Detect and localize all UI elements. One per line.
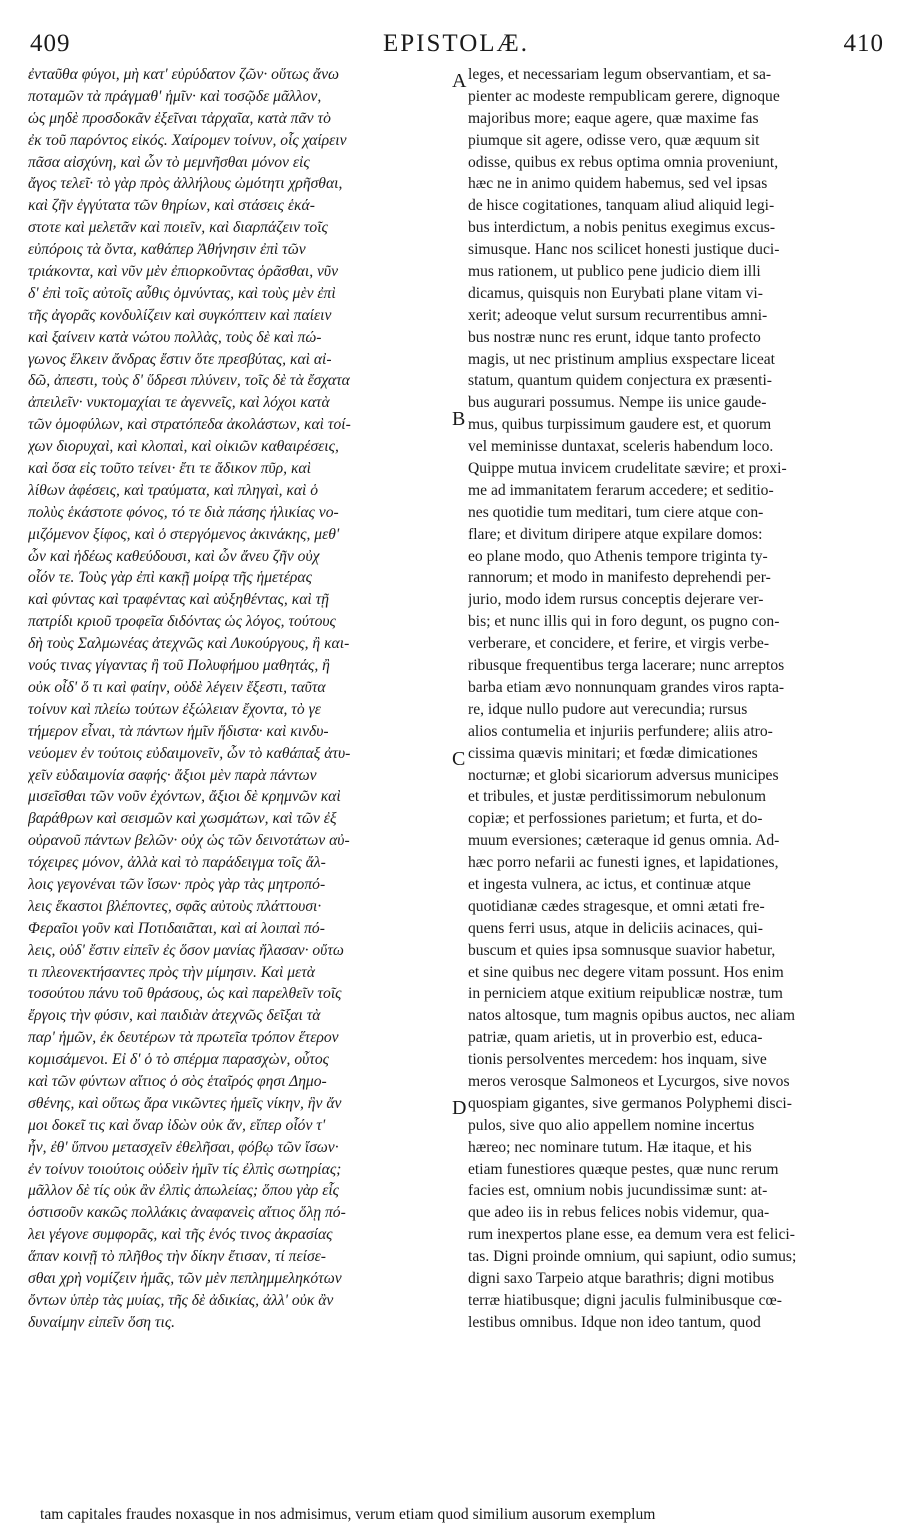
text-line: lestibus omnibus. Idque non ideo tantum, quod xyxy=(468,1313,761,1331)
text-line: de hisce cogitationes, tanquam aliud aliquid legi- xyxy=(468,197,775,215)
text-line: καὶ ὅσα εἰς τοῦτο τείνει· ἔτι τε ἄδικον πῦρ, καὶ xyxy=(28,460,311,478)
text-line: que adeo iis in rebus felices nobis videmur, qua- xyxy=(468,1204,770,1222)
text-line: in perniciem atque exitium reipublicæ nostræ, tum xyxy=(468,985,783,1003)
text-line: οὐρανοῦ πάντων βελῶν· οὐχ ὡς τῶν δεινοτάτων αὐ- xyxy=(28,832,350,850)
text-line: δ' ἐπὶ τοῖς αὐτοῖς αὖθις ὀμνύντας, καὶ τοὺς μὲν ἐπὶ xyxy=(28,284,336,302)
text-line: re, idque nullo pudore aut verecundia; rursus xyxy=(468,700,748,718)
text-line: quospiam gigantes, sive germanos Polyphemi disci- xyxy=(468,1094,792,1112)
text-line: δὴ τοὺς Σαλμωνέας ἀτεχνῶς καὶ Λυκούργους, ἢ και- xyxy=(28,635,350,653)
text-line: μιζόμενον ξίφος, καὶ ὁ στεργόμενος ἀκινάκης, μεθ' xyxy=(28,525,340,543)
text-line: leges, et necessariam legum observantiam, et sa- xyxy=(468,66,772,83)
text-line: πατρίδι κριοῦ τροφεῖα διδόντας ὡς λόγος, τούτους xyxy=(28,613,336,631)
text-line: nes quotidie tum meditari, tum ciere atque con- xyxy=(468,503,764,521)
text-line: majoribus more; eaque agere, quæ maxime fas xyxy=(468,109,759,127)
footer-continuation-line: tam capitales fraudes noxasque in nos admisimus, verum etiam quod similium ausorum exemplum xyxy=(40,1506,656,1523)
section-marker-d: D xyxy=(452,1097,467,1119)
text-line: patriæ, quam arietis, ut in proverbio est, educa- xyxy=(468,1029,763,1047)
text-line: τριάκοντα, καὶ νῦν μὲν ἐπιορκοῦντας ὁρᾶσθαι, νῦν xyxy=(28,263,338,281)
text-line: jurio, modo idem rursus conceptis dejerare ver- xyxy=(468,591,764,609)
text-line: ἀπειλεῖν· νυκτομαχίαι τε ἀγεννεῖς, καὶ λόχοι κατὰ xyxy=(28,394,330,412)
text-line: copiæ; et perfossiones parietum; et furta, et do- xyxy=(468,810,763,828)
text-line: Φεραῖοι γοῦν καὶ Ποτιδαιᾶται, καὶ αἱ λοιπαὶ πό- xyxy=(28,919,325,937)
text-line: xerit; adeoque velut sursum recurrentibus amni- xyxy=(468,306,768,324)
text-line: νούς τινας γίγαντας ἢ τοῦ Πολυφήμου μαθητάς, ἢ xyxy=(28,657,330,675)
text-line: natos altosque, tum magnis opibus auctos, nec aliam xyxy=(468,1007,795,1025)
text-line: πολὺς ἑκάστοτε φόνος, τό τε διὰ πάσης ἡλικίας νο- xyxy=(28,503,339,521)
text-line: ἦν, ἐθ' ὕπνου μετασχεῖν ἐθελῆσαι, φόβῳ τῶν ἴσων· xyxy=(28,1138,339,1156)
text-line: statum, quantum quidem conjectura ex præsenti- xyxy=(468,372,773,390)
text-line: buscum et quies ipsa somnusque suavior habetur, xyxy=(468,941,776,959)
text-line: piumque sit agere, odisse vero, quæ æquum sit xyxy=(468,131,760,149)
text-line: μοι δοκεῖ τις καὶ ὄναρ ἰδὼν οὐκ ἄν, εἴπερ οἷόν τ' xyxy=(28,1116,326,1134)
text-line: verberare, et concidere, et ferire, et virgis verbe- xyxy=(468,635,770,653)
text-line: λίθων ἀφέσεις, καὶ τραύματα, καὶ πληγαὶ, καὶ ὁ xyxy=(28,481,319,499)
text-line: σθαι χρὴ νομίζειν ἡμᾶς, τῶν μὲν πεπλημμεληκότων xyxy=(28,1269,342,1287)
text-line: hæc ne in animo quidem habemus, sed vel ipsas xyxy=(468,175,768,193)
text-line: καὶ ζῆν ἐγγύτατα τῶν θηρίων, καὶ στάσεις ἑκά- xyxy=(28,197,315,215)
text-line: δῶ, ἀπεστι, τοὺς δ' ὕδρεσι πλύνειν, τοῖς δὲ τὰ ἔσχατα xyxy=(28,372,350,390)
text-line: βαράθρων καὶ σεισμῶν καὶ χωσμάτων, καὶ τῶν ἐξ xyxy=(28,810,337,828)
text-line: Quippe mutua invicem crudelitate sævire; et proxi- xyxy=(468,460,787,478)
text-line: ἐν τοίνυν τοιούτοις οὐδεὶν ἡμῖν τίς ἐλπὶς σωτηρίας; xyxy=(28,1160,342,1178)
text-line: quens ferri usus, atque in deliciis acinaces, qui- xyxy=(468,919,763,937)
page-header xyxy=(26,30,886,64)
text-line: γωνος ἕλκειν ἄνδρας ἔστιν ὅτε πρεσβύτας, καὶ αἰ- xyxy=(28,350,332,368)
text-line: ὡς μηδὲ προσδοκᾶν ἐξεῖναι τἀρχαῖα, κατὰ πᾶν τὸ xyxy=(28,109,331,127)
section-marker-b: B xyxy=(452,408,466,430)
text-line: τῶν ὁμοφύλων, καὶ στρατόπεδα ἀκολάστων, καὶ τοί- xyxy=(28,416,351,434)
text-line: et sine quibus nec degere vitam possunt. Hos enim xyxy=(468,963,784,981)
text-line: καὶ τῶν φύντων αἴτιος ὁ σὸς ἑταῖρός φησι Δημο- xyxy=(28,1072,327,1090)
text-line: et tribules, et justæ perditissimorum nebulonum xyxy=(468,788,766,806)
text-line: etiam funestiores quæque pestes, quæ nunc rerum xyxy=(468,1160,779,1178)
text-line: ἐκ τοῦ παρόντος εἰκός. Χαίρομεν τοίνυν, οἷς χαίρειν xyxy=(28,131,347,149)
text-line: λει γέγονε συμφορᾶς, καὶ τῆς ἑνός τινος ἀκρασίας xyxy=(28,1226,333,1244)
text-line: rannorum; et modo in manifesto deprehendi per- xyxy=(468,569,771,587)
text-line: dicamus, quisquis non Eurybati plane vitam vi- xyxy=(468,284,763,302)
running-title: EPISTOLÆ. xyxy=(382,30,530,57)
text-line: terræ hiatibusque; digni jaculis fulminibusque cœ- xyxy=(468,1291,782,1309)
text-line: μᾶλλον δὲ τίς οὐκ ἂν ἐλπὶς ἀπωλείας; ὅπου γὰρ εἷς xyxy=(28,1182,339,1200)
text-line: bis; et nunc illis qui in foro degunt, os pugno con- xyxy=(468,613,780,631)
text-line: σθένης, καὶ οὕτως ἄρα νικῶντες ἡμεῖς νίκην, ἣν ἄν xyxy=(28,1094,342,1112)
text-line: hæc porro nefarii ac funesti ignes, et lapidationes, xyxy=(468,854,779,872)
text-line: ὄντων ὑπὲρ τὰς μυίας, τῆς δὲ ἀδικίας, ἀλλ' οὐκ ἂν xyxy=(28,1291,334,1309)
text-line: χεῖν εὐδαιμονία σαφής· ἄξιοι μὲν παρὰ πάντων xyxy=(28,766,317,784)
left-page-number: 409 xyxy=(30,30,71,57)
text-line: flare; et divitum diripere atque expilare domos: xyxy=(468,525,763,543)
text-line: ὧν καὶ ἡδέως καθεύδουσι, καὶ ὧν ἄνευ ζῆν οὐχ xyxy=(28,547,320,565)
text-line: τῆς ἀγορᾶς κονδυλίζειν καὶ συγκόπτειν καὶ παίειν xyxy=(28,306,332,324)
text-line: μισεῖσθαι τῶν νοῦν ἐχόντων, ἄξιοι δὲ κρημνῶν καὶ xyxy=(28,788,341,806)
text-line: rum inexpertos plane esse, ea demum vera est felici- xyxy=(468,1226,795,1244)
text-line: meros verosque Salmoneos et Lycurgos, sive novos xyxy=(468,1072,790,1090)
text-line: mus rationem, ut publico pene judicio diem illi xyxy=(468,263,761,281)
text-line: facies est, omnium nobis jucundissimæ sunt: at- xyxy=(468,1182,768,1200)
text-line: πᾶσα αἰσχύνη, καὶ ὧν τὸ μεμνῆσθαι μόνον εἰς xyxy=(28,153,310,171)
text-line: magis, ut nec pristinum amplius exspectare liceat xyxy=(468,350,776,368)
text-line: barba etiam ævo nonnunquam grandes viros rapta- xyxy=(468,678,785,696)
text-line: ποταμῶν τὰ πράγμαθ' ἡμῖν· καὶ τοσῷδε μᾶλλον, xyxy=(28,87,322,105)
text-line: tionis persolventes mercedem: hos inquam, sive xyxy=(468,1051,767,1069)
text-line: me ad immanitatem ferarum accedere; et seditio- xyxy=(468,481,774,499)
text-line: et ingesta vulnera, ac ictus, et continuæ atque xyxy=(468,875,751,893)
text-line: τόχειρες μόνον, ἀλλὰ καὶ τὸ παράδειγμα τοῖς ἄλ- xyxy=(28,854,326,872)
text-line: ἐνταῦθα φύγοι, μὴ κατ' εὐρύδατον ζῶν· οὕτως ἄνω xyxy=(28,66,340,83)
text-line: quotidianæ cædes stragesque, et omni ætati fre- xyxy=(468,897,765,915)
text-line: bus interdictum, a nobis penitus exegimus excus- xyxy=(468,219,776,237)
text-line: nocturnæ; et globi sicariorum adversus municipes xyxy=(468,766,779,784)
text-line: mus, quibus turpissimum gaudere est, et quorum xyxy=(468,416,772,434)
text-line: λεις ἕκαστοι βλέποντες, σφᾶς αὐτοὺς πλάττουσι· xyxy=(28,897,322,915)
latin-text-column xyxy=(468,64,884,1334)
text-line: ἔργοις τὴν φύσιν, καὶ παιδιὰν ἀτεχνῶς δεῖξαι τὰ xyxy=(28,1007,321,1025)
text-line: καὶ ξαίνειν κατὰ νώτου πολλὰς, τοὺς δὲ καὶ πώ- xyxy=(28,328,322,346)
text-line: τήμερον εἶναι, τὰ πάντων ἡμῖν ἥδιστα· καὶ κινδυ- xyxy=(28,722,329,740)
text-line: λεις, οὐδ' ἔστιν εἰπεῖν ἐς ὅσον μανίας ἤλασαν· οὔτω xyxy=(28,941,344,959)
text-line: ὁστισοῦν κακῶς πολλάκις ἀναφανεὶς αἴτιος ὅλῃ πό- xyxy=(28,1204,346,1222)
text-line: κομισάμενοι. Εἰ δ' ὁ τὸ σπέρμα παρασχὼν, οὗτος xyxy=(28,1051,329,1069)
text-line: pienter ac modeste rempublicam gerere, dignoque xyxy=(468,87,780,105)
text-line: bus nostræ nunc res erunt, idque tanto profecto xyxy=(468,328,761,346)
text-line: ἅπαν κοινῇ τὸ πλῆθος τὴν δίκην ἔτισαν, τί πείσε- xyxy=(28,1248,326,1266)
section-marker-a: A xyxy=(452,70,467,92)
text-line: χων διορυχαὶ, καὶ κλοπαὶ, καὶ οἰκιῶν καθαιρέσεις, xyxy=(28,438,339,456)
text-line: bus augurari possumus. Nempe iis unice gaude- xyxy=(468,394,767,412)
text-line: τοίνυν καὶ πλείω τούτων ἐξώλειαν ἔχοντα, τὸ γε xyxy=(28,700,321,718)
text-line: hæreo; nec nominare tutum. Hæ itaque, et his xyxy=(468,1138,752,1156)
text-line: καὶ φύντας καὶ τραφέντας καὶ αὐξηθέντας, καὶ τῇ xyxy=(28,591,329,609)
greek-text-column xyxy=(28,64,450,1334)
text-line: τοσούτου πάνυ τοῦ θράσους, ὡς καὶ παρελθεῖν τοῖς xyxy=(28,985,342,1003)
text-line: eo plane modo, quo Athenis tempore triginta ty- xyxy=(468,547,768,565)
text-line: tas. Digni proinde omnium, qui sapiunt, odio sumus; xyxy=(468,1248,797,1266)
text-line: στοτε καὶ μελετᾶν καὶ ποιεῖν, καὶ διαρπάζειν τοῖς xyxy=(28,219,328,237)
text-line: εὐπόροις τὰ ὄντα, καθάπερ Ἀθήνησιν ἐπὶ τῶν xyxy=(28,241,306,259)
right-page-number: 410 xyxy=(843,30,884,57)
text-line: ribusque frequentibus terga lacerare; nunc arreptos xyxy=(468,657,785,675)
text-line: alios contumelia et injuriis perfundere; aliis atro- xyxy=(468,722,773,740)
section-marker-c: C xyxy=(452,748,466,770)
text-line: δυναίμην εἰπεῖν ὅση τις. xyxy=(28,1313,176,1331)
text-line: odisse, quibus ex rebus optima omnia proveniunt, xyxy=(468,153,779,171)
text-line: νεύομεν ἐν τούτοις εὐδαιμονεῖν, ὧν τὸ καθάπαξ ἀτυ- xyxy=(28,744,351,762)
text-line: pulos, sive quo alio appellem nomine incertus xyxy=(468,1116,755,1134)
text-line: digni saxo Tarpeio atque barathris; digni motibus xyxy=(468,1269,775,1287)
text-line: οὐκ οἶδ' ὅ τι καὶ φαίην, οὐδὲ λέγειν ἔξεστι, ταῦτα xyxy=(28,678,326,696)
text-line: ἄγος τελεῖ· τὸ γὰρ πρὸς ἀλλήλους ὠμότητι χρῆσθαι, xyxy=(28,175,343,193)
text-line: λοις γεγονέναι τῶν ἴσων· πρὸς γὰρ τὰς μητροπό- xyxy=(28,875,326,893)
text-line: simusque. Hanc nos scilicet honesti justique duci- xyxy=(468,241,780,259)
text-line: cissima quævis minitari; et fœdæ dimicationes xyxy=(468,744,758,762)
text-line: παρ' ἡμῶν, ἐκ δευτέρων τὰ πρωτεῖα τρόπον ἕτερον xyxy=(28,1029,339,1047)
text-line: muum eversiones; cæteraque id genus omnia. Ad- xyxy=(468,832,780,850)
text-line: τι πλεονεκτήσαντες πρὸς τὴν μίμησιν. Καὶ μετὰ xyxy=(28,963,315,981)
text-line: vel meminisse duntaxat, sceleris habendum loco. xyxy=(468,438,774,456)
text-line: οἷόν τε. Τοὺς γὰρ ἐπὶ κακῇ μοίρᾳ τῆς ἡμετέρας xyxy=(28,569,312,587)
